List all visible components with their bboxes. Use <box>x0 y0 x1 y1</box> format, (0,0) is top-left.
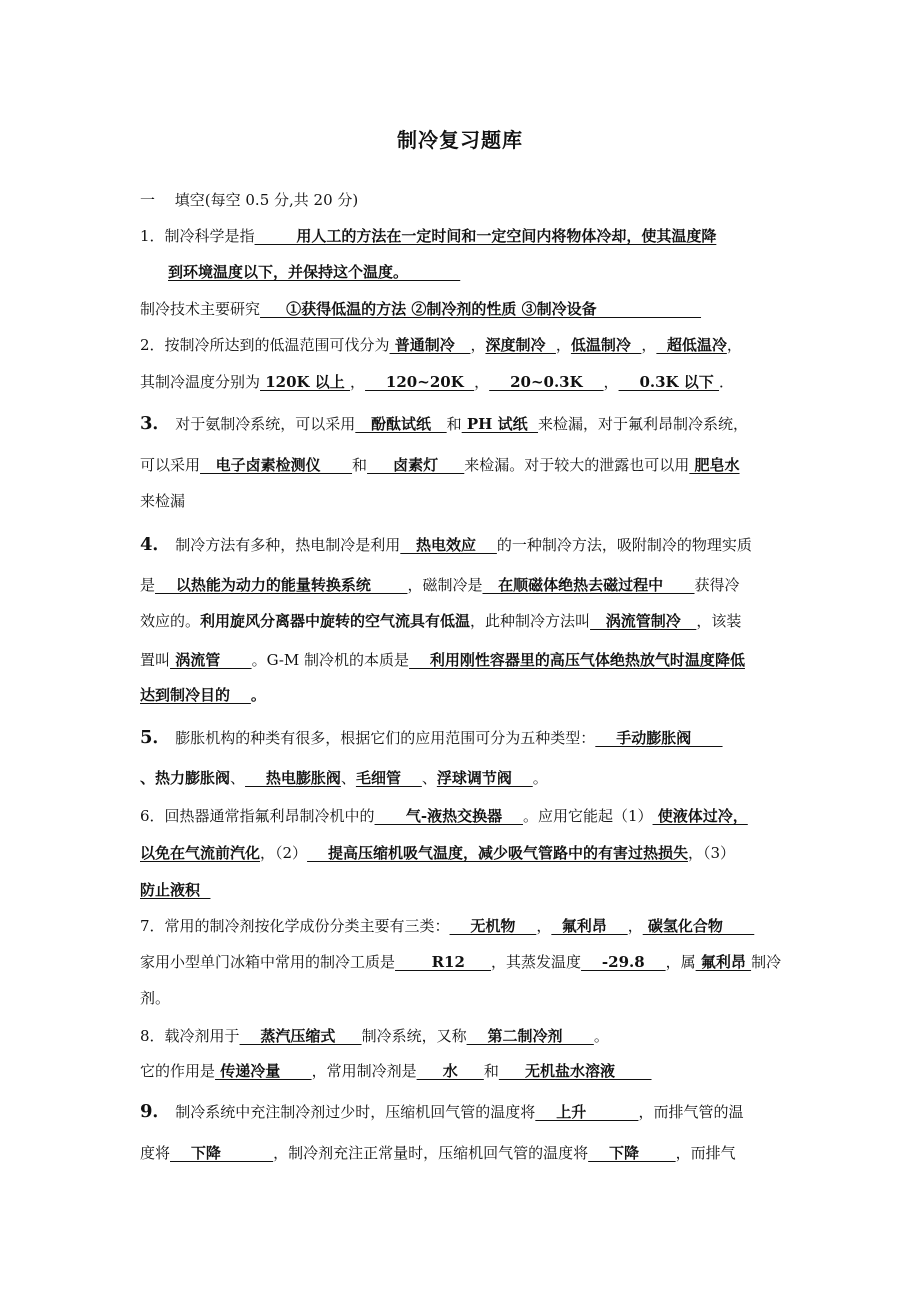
question-text: 它的作用是 <box>140 1062 216 1080</box>
question-text: ，磁制冷是 <box>407 576 483 594</box>
text-line <box>140 685 266 705</box>
question-text: 。应用它能起（1） <box>523 807 653 825</box>
answer-blank: 普通制冷 <box>389 336 471 354</box>
answer-blank: 毛细管 <box>355 769 422 787</box>
answer-blank: 下降 <box>588 1144 676 1162</box>
answer-blank: -29.8 <box>581 953 666 971</box>
answer-blank: 气-液热交换器 <box>374 807 523 825</box>
question-text: 来检漏，对于氟利昂制冷系统， <box>538 415 749 433</box>
answer-blank: 在顺磁体绝热去磁过程中 <box>482 576 695 594</box>
question-text: 制冷系统，又称 <box>361 1027 467 1045</box>
answer-blank: 蒸汽压缩式 <box>239 1027 362 1045</box>
question-text: ， <box>474 373 490 391</box>
answer-blank: R12 <box>395 953 492 971</box>
question-text: ，属 <box>665 953 696 971</box>
question-text: ，其蒸发温度 <box>491 953 582 971</box>
text-line <box>140 1061 652 1081</box>
text-line <box>140 299 701 319</box>
question-text: 。 <box>593 1027 609 1045</box>
answer-blank: 浮球调节阀 <box>436 769 533 787</box>
question-text: ， <box>555 336 571 354</box>
answer-blank: 电子卤素检测仪 <box>200 456 353 474</box>
text-line <box>140 335 742 355</box>
answer-blank: 用人工的方法在一定时间和一定空间内将物体冷却，使其温度降 <box>254 227 717 245</box>
question-text: 、 <box>340 769 356 787</box>
answer-blank: 氟利昂 <box>695 953 752 971</box>
question-text: ， <box>641 336 657 354</box>
answer-blank: 第二制冷剂 <box>466 1027 594 1045</box>
question-text: 制冷技术主要研究 <box>140 300 261 318</box>
question-text: 和 <box>352 456 368 474</box>
answer-blank: 利用刚性容器里的高压气体绝热放气时温度降低 <box>409 651 745 669</box>
text-line <box>140 728 723 748</box>
question-text: 。 <box>250 686 266 704</box>
text-line <box>140 880 210 900</box>
answer-blank: 到环境温度以下，并保持这个温度。 <box>168 263 461 281</box>
text-line <box>140 768 548 788</box>
answer-blank: 120K 以上 <box>260 373 351 391</box>
text-line <box>140 806 748 826</box>
text-line <box>140 491 185 511</box>
answer-blank: 涡流管 <box>170 651 252 669</box>
answer-blank: 无机盐水溶液 <box>498 1062 652 1080</box>
question-text: ，而排气 <box>675 1144 736 1162</box>
question-text: 剂。 <box>140 989 171 1007</box>
question-text: ，常用制冷剂是 <box>311 1062 417 1080</box>
text-line <box>140 843 735 863</box>
answer-blank: 以免在气流前汽化 <box>140 844 261 862</box>
question-text: 和 <box>446 415 462 433</box>
question-text: ，（3） <box>687 844 736 862</box>
answer-blank: 0.3K 以下 <box>618 373 720 391</box>
question-text: 2．按制冷所达到的低温范围可伐分为 <box>140 336 390 354</box>
answer-blank: 热电膨胀阀 <box>245 769 341 787</box>
question-text: 获得冷 <box>694 576 740 594</box>
answer-blank: 氟利昂 <box>551 917 628 935</box>
text-line <box>140 455 740 475</box>
answer-blank: 卤素灯 <box>367 456 465 474</box>
question-text: 来检漏。对于较大的泄露也可以用 <box>464 456 690 474</box>
answer-blank: 热电效应 <box>400 536 497 554</box>
answer-blank: PH 试纸 <box>461 415 539 433</box>
text-line <box>140 1143 736 1163</box>
text-line <box>140 226 716 246</box>
answer-blank: 防止液积 <box>140 881 211 899</box>
question-text: 的一种制冷方法，吸附制冷的物理实质 <box>496 536 752 554</box>
question-text: 对于氨制冷系统，可以采用 <box>170 415 356 433</box>
question-text: 来检漏 <box>140 492 186 510</box>
text-line <box>140 1102 743 1122</box>
question-text: 。G-M 制冷机的本质是 <box>251 651 410 669</box>
text-line <box>140 952 781 972</box>
question-text: 、 <box>230 769 246 787</box>
question-text: 制冷方法有多种，热电制冷是利用 <box>170 536 401 554</box>
question-text: 利用旋风分离器中旋转的空气流具有低温 <box>200 612 471 630</box>
answer-blank: 低温制冷 <box>570 336 642 354</box>
question-text: 和 <box>483 1062 499 1080</box>
question-text: 可以采用 <box>140 456 201 474</box>
question-number: 4． <box>140 534 171 555</box>
answer-blank: 超低温冷 <box>656 336 727 354</box>
answer-blank: 无机物 <box>449 917 537 935</box>
answer-blank: 上升 <box>535 1103 639 1121</box>
question-text: ， <box>603 373 619 391</box>
question-text: 其制冷温度分别为 <box>140 373 261 391</box>
question-text: 8．载冷剂用于 <box>140 1027 240 1045</box>
question-text: ，制冷剂充注正常量时，压缩机回气管的温度将 <box>273 1144 589 1162</box>
answer-blank: 肥皂水 <box>689 456 740 474</box>
question-text: 。 <box>532 769 548 787</box>
text-line <box>140 611 741 631</box>
section-heading: 一 填空(每空 0.5 分,共 20 分) <box>140 191 359 209</box>
question-text: ， <box>470 336 486 354</box>
answer-blank: 20~0.3K <box>489 373 604 391</box>
answer-blank: 使液体过冷， <box>652 807 748 825</box>
question-text: 1．制冷科学是指 <box>140 227 255 245</box>
question-text: ，（2） <box>260 844 308 862</box>
question-text: ，而排气管的温 <box>638 1103 744 1121</box>
question-text: ， <box>536 917 552 935</box>
answer-blank: 手动膨胀阀 <box>595 729 723 747</box>
question-text: ． <box>719 373 735 391</box>
question-text: ，此种制冷方法叫 <box>470 612 591 630</box>
question-text: 效应的。 <box>140 612 201 630</box>
question-text: 置叫 <box>140 651 171 669</box>
question-text: ， <box>627 917 643 935</box>
answer-blank: ①获得低温的方法 ②制冷剂的性质 ③制冷设备 <box>260 300 702 318</box>
text-line <box>168 262 460 282</box>
text-line <box>140 650 745 670</box>
answer-blank: 提高压缩机吸气温度，减少吸气管路中的有害过热损失 <box>307 844 688 862</box>
question-text: 制冷系统中充注制冷剂过少时，压缩机回气管的温度将 <box>170 1103 536 1121</box>
answer-blank: 传递冷量 <box>215 1062 312 1080</box>
question-text: 、 <box>421 769 437 787</box>
text-line <box>140 1026 609 1046</box>
answer-blank: 碳氢化合物 <box>642 917 755 935</box>
question-text: 7．常用的制冷剂按化学成份分类主要有三类： <box>140 917 450 935</box>
answer-blank: 水 <box>416 1062 484 1080</box>
question-text: 6．回热器通常指氟利昂制冷机中的 <box>140 807 375 825</box>
question-text: 是 <box>140 576 156 594</box>
text-line <box>140 372 734 392</box>
question-text: ， <box>350 373 366 391</box>
text-line <box>140 414 748 434</box>
text-line <box>140 535 752 555</box>
question-text: 制冷 <box>751 953 782 971</box>
answer-blank: 以热能为动力的能量转换系统 <box>155 576 408 594</box>
question-text: ， <box>726 336 742 354</box>
answer-blank: 涡流管制冷 <box>590 612 697 630</box>
answer-blank: 酚酞试纸 <box>355 415 447 433</box>
question-number: 5． <box>140 727 171 748</box>
answer-blank: 深度制冷 <box>485 336 556 354</box>
answer-blank: 120~20K <box>365 373 475 391</box>
question-text: 膨胀机构的种类有很多，根据它们的应用范围可分为五种类型： <box>170 729 596 747</box>
question-text: 、热力膨胀阀 <box>140 769 231 787</box>
answer-blank: 达到制冷目的 <box>140 686 251 704</box>
question-text: 度将 <box>140 1144 171 1162</box>
answer-blank: 下降 <box>170 1144 274 1162</box>
question-number: 9． <box>140 1101 171 1122</box>
text-line <box>140 575 740 595</box>
text-line <box>140 988 170 1008</box>
question-text: ，该装 <box>696 612 742 630</box>
question-text: 家用小型单门冰箱中常用的制冷工质是 <box>140 953 396 971</box>
page-title: 制冷复习题库 <box>397 128 523 152</box>
question-number: 3． <box>140 413 171 434</box>
text-line <box>140 916 754 936</box>
